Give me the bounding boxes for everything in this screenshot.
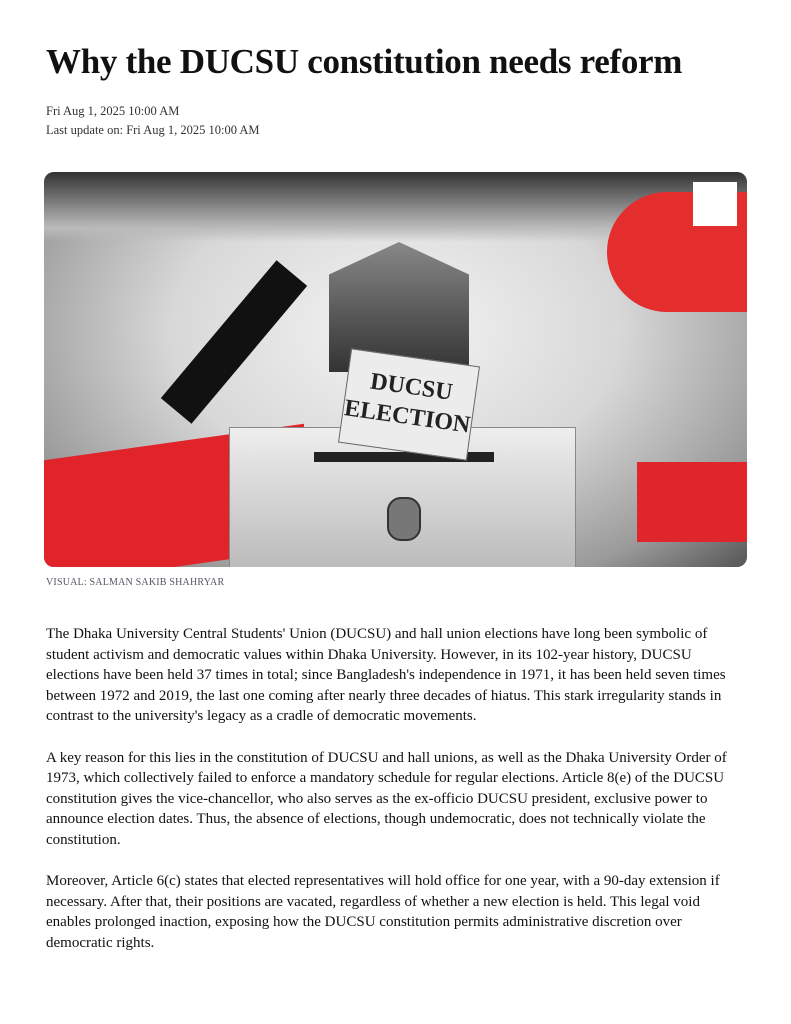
paragraph: The Dhaka University Central Students' Union (DUCSU) and hall union elections have long been symbolic of student activism and democratic values within Dhaka University. However, in its 102-year history, DUCSU elections have been held 37 times in total; since Bangladesh's independence in 1971, it has been held seven times between 1972 and 2019, the last one coming after nearly three decades of hiatus. This stark irregularity stands in contrast to the university's legacy as a cradle of democratic movements.: [46, 626, 726, 725]
last-update-date: Last update on: Fri Aug 1, 2025 10:00 AM: [46, 123, 260, 137]
paragraph: Moreover, Article 6(c) states that elected representatives will hold office for one year, with a 90-day extension if necessary. After that, their positions are vacated, regardless of whether a new election is held. This legal void enables prolonged inaction, exposing how the DUCSU constitution permits administrative discretion over democratic rights.: [46, 873, 720, 951]
illustration-white-square: [693, 182, 737, 226]
illustration-lock: [387, 497, 421, 541]
illustration-book: [161, 260, 307, 424]
article-title: Why the DUCSU constitution needs reform: [46, 42, 683, 81]
paragraph: A key reason for this lies in the constitution of DUCSU and hall unions, as well as the Dhaka University Order of 1973, which collectively failed to enforce a mandatory schedule for regular elections. Article 8(e) of the DUCSU constitution gives the vice-chancellor, who also serves as the ex-officio DUCSU president, exclusive power to announce election dates. Thus, the absence of elections, though undemocratic, does not technically violate the constitution.: [46, 749, 727, 848]
illustration-red-shape: [637, 462, 747, 542]
image-credit: VISUAL: SALMAN SAKIB SHAHRYAR: [46, 577, 225, 588]
article-body: [46, 624, 748, 974]
publish-date: Fri Aug 1, 2025 10:00 AM: [46, 104, 180, 118]
article-illustration: [44, 172, 747, 567]
illustration-ballot-paper: DUCSU ELECTION: [338, 348, 480, 460]
